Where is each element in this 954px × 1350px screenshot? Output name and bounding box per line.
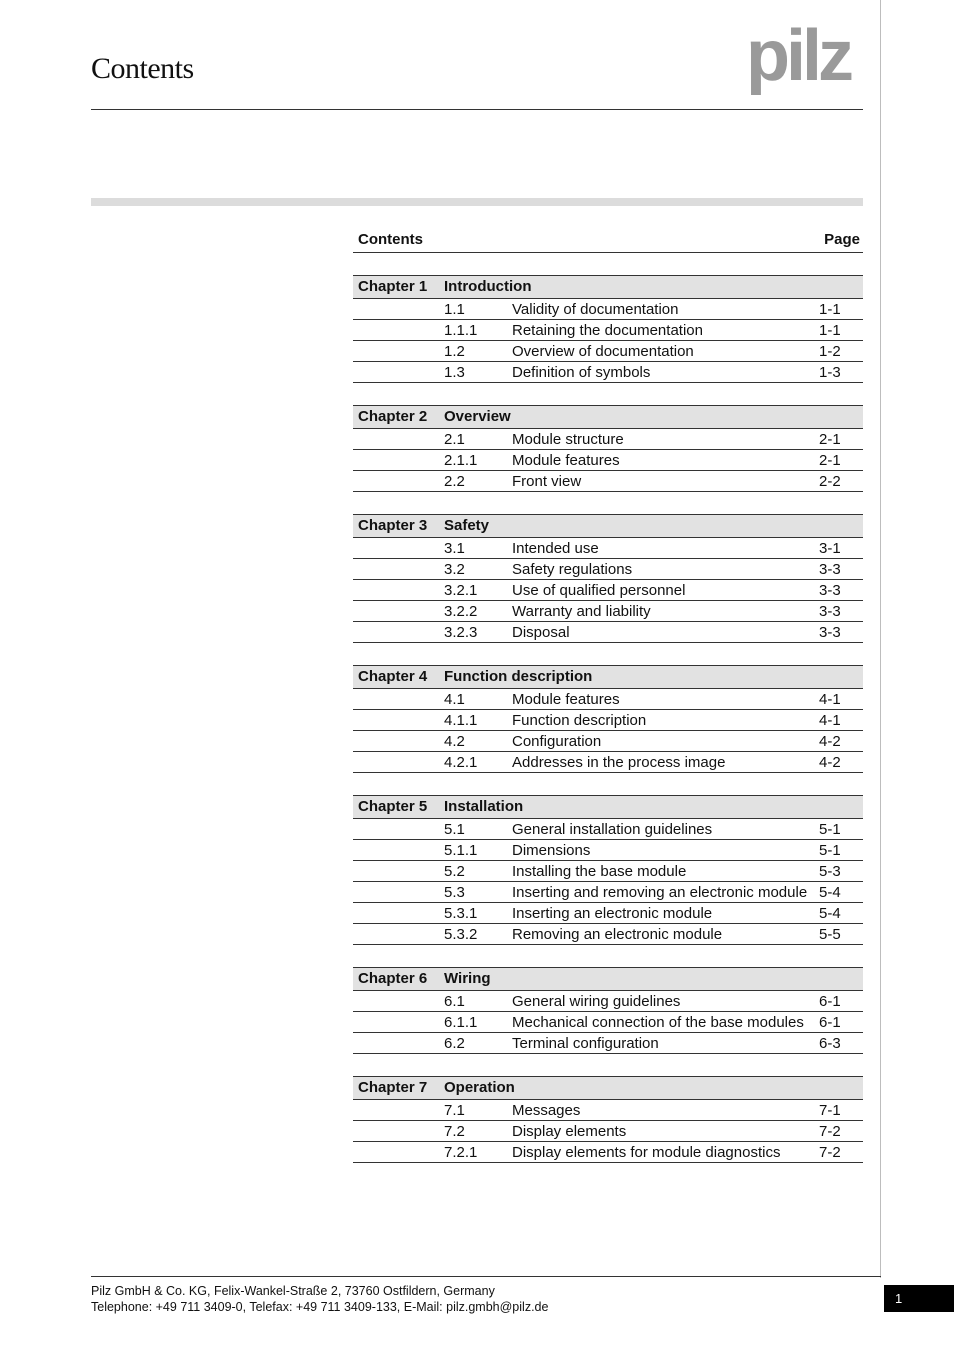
section-bar: [91, 198, 863, 206]
section-title: Addresses in the process image: [512, 754, 726, 771]
section-title: Module structure: [512, 431, 624, 448]
section-page: 5-4: [819, 884, 841, 901]
footer-address: Pilz GmbH & Co. KG, Felix-Wankel-Straße 2, 73760 Ostfildern, Germany: [91, 1284, 495, 1298]
toc-chapter: [353, 795, 863, 945]
toc-entry-spacer: [353, 539, 444, 558]
chapter-heading-row[interactable]: [353, 276, 863, 299]
section-title: Mechanical connection of the base modules: [512, 1014, 804, 1031]
section-page: 6-1: [819, 1014, 841, 1031]
footer-contact: Telephone: +49 711 3409-0, Telefax: +49 711 3409-133, E-Mail: pilz.gmbh@pilz.de: [91, 1300, 549, 1314]
toc-entry-spacer: [353, 581, 444, 600]
chapter-label: Chapter 2: [358, 408, 428, 425]
section-number: 3.2: [444, 561, 465, 578]
toc-entry-spacer: [353, 300, 444, 319]
toc-entry[interactable]: [353, 1142, 863, 1163]
toc-entry[interactable]: [353, 903, 863, 924]
section-page: 4-2: [819, 733, 841, 750]
footer: [91, 1283, 548, 1315]
section-title: Terminal configuration: [512, 1035, 659, 1052]
toc-entry[interactable]: [353, 622, 863, 643]
section-title: Display elements for module diagnostics: [512, 1144, 781, 1161]
toc-entry[interactable]: [353, 429, 863, 450]
toc-entry-spacer: [353, 1122, 444, 1141]
section-title: Removing an electronic module: [512, 926, 723, 943]
section-number: 3.2.2: [444, 603, 478, 620]
toc-entry-spacer: [353, 925, 444, 944]
section-page: 7-2: [819, 1144, 841, 1161]
section-number: 5.2: [444, 863, 465, 880]
section-number: 4.2.1: [444, 754, 478, 771]
toc-entry-spacer: [353, 1143, 444, 1162]
toc-entry[interactable]: [353, 601, 863, 622]
section-page: 4-2: [819, 754, 841, 771]
toc-entry[interactable]: [353, 710, 863, 731]
toc-entry-spacer: [353, 820, 444, 839]
section-number: 4.2: [444, 733, 465, 750]
toc-entry-spacer: [353, 472, 444, 491]
svg-text:pilz: pilz: [746, 24, 850, 96]
toc-entry-spacer: [353, 690, 444, 709]
chapter-heading-row[interactable]: [353, 515, 863, 538]
section-page: 1-2: [819, 343, 841, 360]
section-page: 6-1: [819, 993, 841, 1010]
chapter-title: Wiring: [444, 970, 491, 987]
section-page: 2-2: [819, 473, 841, 490]
toc-header-contents: Contents: [358, 231, 423, 248]
chapter-heading-row[interactable]: [353, 1077, 863, 1100]
toc-entry-spacer: [353, 321, 444, 340]
toc-entry[interactable]: [353, 362, 863, 383]
section-number: 1.2: [444, 343, 465, 360]
header-rule: [91, 109, 863, 110]
toc-entry-spacer: [353, 1034, 444, 1053]
toc-entry[interactable]: [353, 689, 863, 710]
section-title: Retaining the documentation: [512, 322, 703, 339]
toc-chapter: [353, 1076, 863, 1163]
section-number: 6.1: [444, 993, 465, 1010]
section-number: 5.1: [444, 821, 465, 838]
section-title: Dimensions: [512, 842, 591, 859]
toc-entry[interactable]: [353, 299, 863, 320]
chapter-label: Chapter 4: [358, 668, 428, 685]
section-number: 5.3.1: [444, 905, 478, 922]
chapter-label: Chapter 7: [358, 1079, 428, 1096]
section-page: 4-1: [819, 691, 841, 708]
section-page: 5-5: [819, 926, 841, 943]
section-page: 1-3: [819, 364, 841, 381]
section-page: 3-1: [819, 540, 841, 557]
section-title: Use of qualified personnel: [512, 582, 686, 599]
section-page: 7-1: [819, 1102, 841, 1119]
section-title: Messages: [512, 1102, 581, 1119]
toc-entry-spacer: [353, 602, 444, 621]
section-title: Inserting an electronic module: [512, 905, 713, 922]
section-number: 5.3: [444, 884, 465, 901]
section-number: 7.1: [444, 1102, 465, 1119]
toc-header: [353, 229, 863, 253]
section-page: 4-1: [819, 712, 841, 729]
toc-chapter: [353, 967, 863, 1054]
toc-entry-spacer: [353, 883, 444, 902]
section-title: Safety regulations: [512, 561, 633, 578]
toc-entry-spacer: [353, 753, 444, 772]
section-number: 3.1: [444, 540, 465, 557]
section-title: General installation guidelines: [512, 821, 713, 838]
toc-entry[interactable]: [353, 861, 863, 882]
section-page: 1-1: [819, 322, 841, 339]
section-number: 4.1.1: [444, 712, 478, 729]
section-title: Module features: [512, 691, 620, 708]
toc-entry-spacer: [353, 862, 444, 881]
toc-entry-spacer: [353, 342, 444, 361]
section-number: 2.1: [444, 431, 465, 448]
section-title: Overview of documentation: [512, 343, 694, 360]
toc-entry[interactable]: [353, 341, 863, 362]
toc-entry[interactable]: [353, 840, 863, 861]
toc-entry-spacer: [353, 841, 444, 860]
chapter-title: Safety: [444, 517, 490, 534]
toc-entry-spacer: [353, 732, 444, 751]
toc-entry[interactable]: [353, 1100, 863, 1121]
section-number: 3.2.1: [444, 582, 478, 599]
toc-entry-spacer: [353, 711, 444, 730]
toc-header-page: Page: [824, 231, 860, 248]
section-page: 3-3: [819, 582, 841, 599]
section-page: 5-3: [819, 863, 841, 880]
section-page: 2-1: [819, 431, 841, 448]
section-number: 3.2.3: [444, 624, 478, 641]
section-title: Warranty and liability: [512, 603, 651, 620]
toc-entry[interactable]: [353, 471, 863, 492]
toc-entry-spacer: [353, 1101, 444, 1120]
section-title: General wiring guidelines: [512, 993, 681, 1010]
chapter-label: Chapter 5: [358, 798, 428, 815]
toc-entry-spacer: [353, 560, 444, 579]
section-title: Disposal: [512, 624, 570, 641]
toc-entry[interactable]: [353, 320, 863, 341]
chapter-heading-row[interactable]: [353, 406, 863, 429]
section-number: 1.3: [444, 364, 465, 381]
section-page: 5-1: [819, 842, 841, 859]
toc-entry-spacer: [353, 904, 444, 923]
toc-entry-spacer: [353, 363, 444, 382]
section-number: 2.1.1: [444, 452, 478, 469]
section-number: 6.2: [444, 1035, 465, 1052]
toc-entry[interactable]: [353, 1012, 863, 1033]
section-title: Definition of symbols: [512, 364, 651, 381]
section-number: 7.2: [444, 1123, 465, 1140]
section-number: 7.2.1: [444, 1144, 478, 1161]
toc-entry-spacer: [353, 430, 444, 449]
section-title: Front view: [512, 473, 582, 490]
page-edge-line: [880, 0, 881, 1278]
chapter-title: Installation: [444, 798, 524, 815]
toc-entry[interactable]: [353, 450, 863, 471]
section-page: 3-3: [819, 624, 841, 641]
chapter-heading-row[interactable]: [353, 968, 863, 991]
toc-entry[interactable]: [353, 819, 863, 840]
section-page: 2-1: [819, 452, 841, 469]
section-number: 1.1: [444, 301, 465, 318]
chapter-label: Chapter 1: [358, 278, 428, 295]
section-title: Configuration: [512, 733, 602, 750]
toc-entry[interactable]: [353, 1121, 863, 1142]
section-title: Module features: [512, 452, 620, 469]
section-number: 6.1.1: [444, 1014, 478, 1031]
toc-entry[interactable]: [353, 924, 863, 945]
section-number: 4.1: [444, 691, 465, 708]
page-title: Contents: [91, 52, 194, 85]
section-title: Validity of documentation: [512, 301, 679, 318]
chapter-heading-row[interactable]: [353, 666, 863, 689]
section-page: 1-1: [819, 301, 841, 318]
toc-entry[interactable]: [353, 580, 863, 601]
section-title: Inserting and removing an electronic module: [512, 884, 808, 901]
section-title: Intended use: [512, 540, 599, 557]
section-title: Function description: [512, 712, 647, 729]
section-title: Installing the base module: [512, 863, 687, 880]
section-page: 5-4: [819, 905, 841, 922]
table-of-contents: [353, 229, 863, 1163]
toc-entry[interactable]: [353, 1033, 863, 1054]
toc-entry-spacer: [353, 451, 444, 470]
toc-entry-spacer: [353, 623, 444, 642]
section-page: 7-2: [819, 1123, 841, 1140]
toc-chapter: [353, 275, 863, 383]
pilz-logo: [746, 24, 866, 101]
section-page: 3-3: [819, 561, 841, 578]
toc-entry[interactable]: [353, 882, 863, 903]
toc-entry-spacer: [353, 1013, 444, 1032]
toc-chapter: [353, 514, 863, 643]
toc-entry[interactable]: [353, 559, 863, 580]
section-number: 5.3.2: [444, 926, 478, 943]
section-number: 5.1.1: [444, 842, 478, 859]
chapter-title: Function description: [444, 668, 593, 685]
toc-entry[interactable]: [353, 731, 863, 752]
section-title: Display elements: [512, 1123, 627, 1140]
toc-entry[interactable]: [353, 538, 863, 559]
chapter-heading-row[interactable]: [353, 796, 863, 819]
chapter-label: Chapter 6: [358, 970, 428, 987]
page-number: 1: [884, 1285, 954, 1312]
toc-entry[interactable]: [353, 991, 863, 1012]
section-page: 5-1: [819, 821, 841, 838]
section-number: 1.1.1: [444, 322, 478, 339]
footer-rule: [91, 1276, 881, 1277]
toc-entry[interactable]: [353, 752, 863, 773]
chapter-title: Introduction: [444, 278, 532, 295]
toc-chapter: [353, 665, 863, 773]
section-number: 2.2: [444, 473, 465, 490]
toc-entry-spacer: [353, 992, 444, 1011]
toc-chapters: [353, 275, 863, 1163]
section-page: 3-3: [819, 603, 841, 620]
toc-chapter: [353, 405, 863, 492]
chapter-title: Overview: [444, 408, 511, 425]
chapter-title: Operation: [444, 1079, 515, 1096]
chapter-label: Chapter 3: [358, 517, 428, 534]
section-page: 6-3: [819, 1035, 841, 1052]
